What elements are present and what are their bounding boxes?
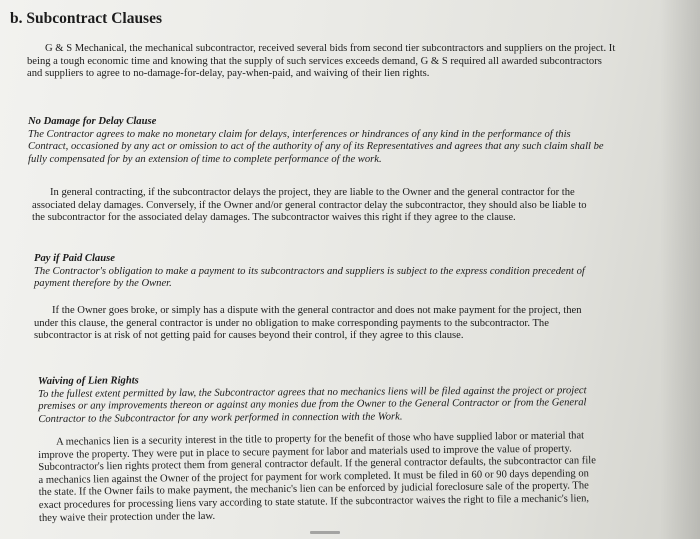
page-shadow: [660, 0, 700, 539]
no-damage-title: No Damage for Delay Clause: [28, 116, 157, 127]
no-damage-clause-block: [28, 116, 608, 166]
section-heading: b. Subcontract Clauses: [10, 10, 163, 27]
pay-if-paid-title: Pay if Paid Clause: [34, 253, 115, 264]
no-damage-clause-text: The Contractor agrees to make no monetary claim for delays, interferences or hindrances of any kind in the performance of this Contract, occasioned by any act or omission to act of the authority of any of its Representatives and agrees that any such claim shall be fully compensated for by an extension of time to complete performance of the work.: [28, 128, 604, 165]
lien-waiver-explanation: A mechanics lien is a security interest in the title to property for the benefit of those who have supplied labor or material that improve the property. They were put in place to secure payment for labor and materials used to improve the value of property. Subcontractor's lien rights protect them from general contractor default. If the general contractor defaults, the subcontractor can file a mechanics lien against the Owner of the project for payment for work completed. It must be filed in 60 or 90 days depending on the state. If the Owner fails to make payment, the mechanic's lien can be enforced by judicial foreclosure sale of the property. The exact procedures for processing liens vary according to state statute. If the subcontractor waives the right to file a mechanic's lien, they waive their protection under the law.: [38, 430, 596, 524]
lien-waiver-title: Waiving of Lien Rights: [38, 375, 139, 387]
lien-waiver-clause-text: To the fullest extent permitted by law, the Subcontractor agrees that no mechanics liens will be filed against the project or project premises or any improvements thereon or against any monies due from the Owner to the General Contractor or from the General Contractor to the Subcontractor for any work performed in connection with the Work.: [38, 384, 587, 425]
lien-waiver-clause-block: [38, 372, 604, 426]
pay-if-paid-clause-block: [34, 253, 594, 291]
cut-off-text-fragment: [310, 531, 340, 534]
no-damage-explanation: In general contracting, if the subcontractor delays the project, they are liable to the Owner and the general contractor for the associated delay damages. Conversely, if the Owner and/or general contractor delay the subcontractor, they should also be liable to the subcontractor for the associated delay damages. The subcontractor waives this right if they agree to the clause.: [32, 187, 587, 224]
pay-if-paid-clause-text: The Contractor's obligation to make a payment to its subcontractors and suppliers is subject to the express condition precedent of payment therefore by the Owner.: [34, 265, 585, 290]
pay-if-paid-explanation: If the Owner goes broke, or simply has a dispute with the general contractor and does not make payment for the project, then under this clause, the general contractor is under no obligation to make corresponding payments to the subcontractor. The subcontractor is at risk of not getting paid for causes beyond their control, if they agree to this clause.: [34, 305, 582, 342]
intro-paragraph: G & S Mechanical, the mechanical subcontractor, received several bids from second tier subcontractors and suppliers on the project. It being a tough economic time and knowing that the supply of such services exceeds demand, G & S required all awarded subcontractors and suppliers to agree to no-damage-for-delay, pay-when-paid, and waiving of their lien rights.: [27, 43, 616, 80]
